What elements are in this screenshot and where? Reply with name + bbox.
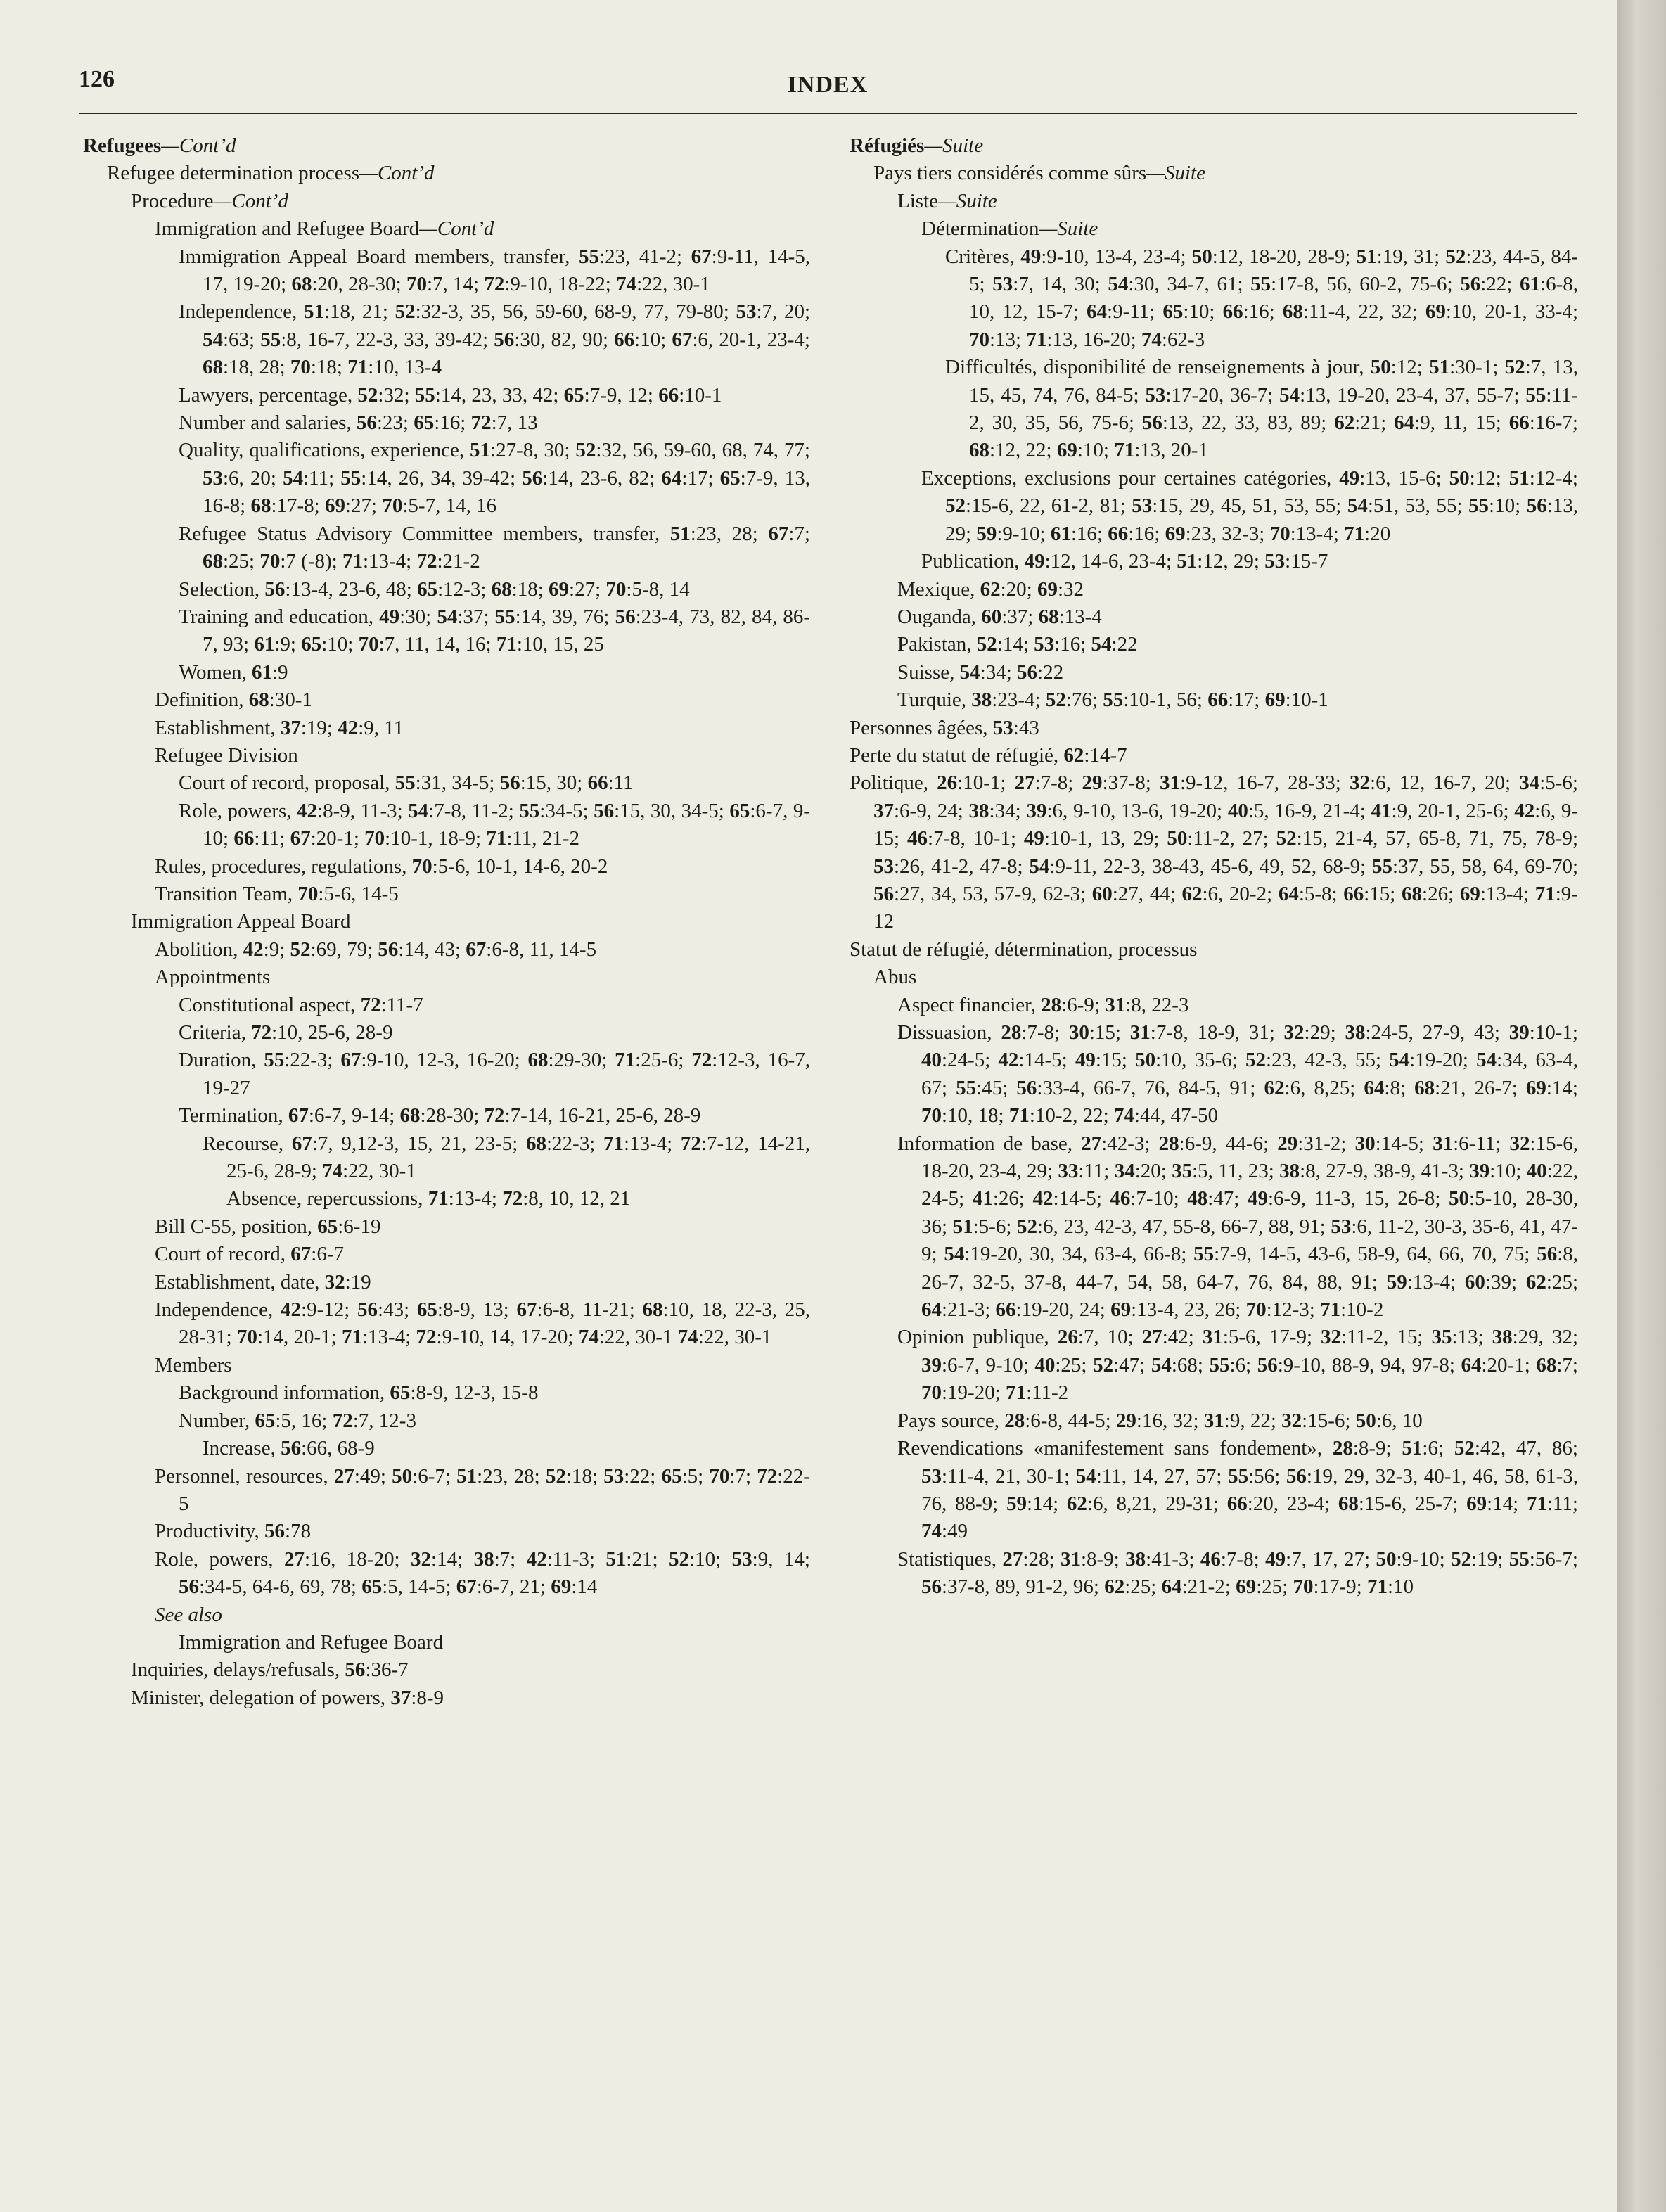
page-references: 27:49; 50:6-7; 51:23, 28; 52:18; 53:22; 65:5; 70:7; 72:22-5 — [179, 1464, 810, 1515]
page-number: 126 — [79, 66, 115, 92]
index-entry — [850, 659, 1578, 686]
index-entry — [83, 1379, 810, 1407]
index-column-right — [850, 132, 1578, 1602]
entry-heading: Mexique, — [897, 577, 980, 601]
index-entry — [83, 188, 810, 215]
index-entry — [83, 1269, 810, 1296]
entry-heading: Exceptions, exclusions pour certaines catégories, — [921, 466, 1340, 490]
page-references: 71:13-4; 72:8, 10, 12, 21 — [428, 1187, 631, 1210]
page-references: 56:36-7 — [345, 1658, 409, 1682]
page-references: 68:30-1 — [248, 689, 312, 712]
continued-marker: —Suite — [1146, 162, 1205, 185]
entry-heading: Immigration and Refugee Board — [155, 217, 420, 241]
index-entry — [83, 908, 810, 935]
page-references: 65:6-19 — [317, 1215, 381, 1238]
entry-heading: Court of record, proposal, — [179, 772, 395, 795]
index-entry — [850, 132, 1578, 160]
index-entry — [850, 686, 1578, 714]
index-entry — [83, 1629, 810, 1656]
index-entry — [83, 1463, 810, 1519]
continued-marker: —Cont’d — [359, 162, 435, 185]
index-entry — [850, 160, 1578, 187]
index-entry — [83, 936, 810, 964]
page-references: 26:7, 10; 27:42; 31:5-6, 17-9; 32:11-2, 15; 35:13; 38:29, 32; 39:6-7, 9-10; 40:25; 52:47; 54:68; 55:6; 56:9-10, 88-9, 94, 97-8; 64:20-1; 68:7; 70:19-20; 71:11-2 — [921, 1326, 1578, 1405]
entry-heading: Abolition, — [155, 938, 243, 961]
entry-heading: Aspect financier, — [897, 993, 1042, 1016]
entry-heading: Statut de réfugié, détermination, processus — [850, 938, 1198, 961]
page-references: 60:37; 68:13-4 — [981, 605, 1102, 628]
entry-heading: Critères, — [945, 245, 1021, 268]
entry-heading: Immigration Appeal Board — [131, 910, 351, 933]
page-references: 55:31, 34-5; 56:15, 30; 66:11 — [395, 772, 634, 795]
entry-heading: Women, — [179, 660, 252, 684]
entry-heading: Productivity, — [155, 1520, 265, 1543]
entry-heading: Personnel, resources, — [155, 1464, 334, 1488]
page-references: 62:20; 69:32 — [980, 577, 1084, 601]
index-entry — [83, 686, 810, 714]
page-references: 54:34; 56:22 — [959, 660, 1064, 684]
page-references: 52:32; 55:14, 23, 33, 42; 65:7-9, 12; 66:10-1 — [357, 383, 722, 407]
index-entry — [850, 354, 1578, 465]
page-references: 70:5-6, 10-1, 14-6, 20-2 — [411, 855, 608, 878]
entry-heading: Immigration and Refugee Board — [179, 1630, 444, 1654]
entry-heading: Refugee Status Advisory Committee members, transfer, — [179, 522, 670, 545]
index-entry — [850, 548, 1578, 575]
page-references: 42:9; 52:69, 79; 56:14, 43; 67:6-8, 11, 14-5 — [243, 938, 597, 961]
continued-marker: —Cont’d — [161, 134, 236, 157]
entry-heading: Quality, qualifications, experience, — [179, 439, 470, 462]
page-references: 56:23; 65:16; 72:7, 13 — [356, 411, 538, 435]
entry-heading: Rules, procedures, regulations, — [155, 855, 412, 878]
entry-heading: Turquie, — [897, 689, 972, 712]
index-entry — [850, 769, 1578, 935]
entry-heading: Opinion publique, — [897, 1326, 1058, 1349]
index-entry — [850, 465, 1578, 548]
page-references: 70:5-6, 14-5 — [297, 882, 399, 905]
page-references: 49:9-10, 13-4, 23-4; 50:12, 18-20, 28-9; 51:19, 31; 52:23, 44-5, 84-5; 53:7, 14, 30; 54:30, 34-7, 61; 55:17-8, 56, 60-2, 75-6; 56:22; 61:6-8, 10, 12, 15-7; 64:9-11; 65:10; 66:16; 68:11-4, 22, 32; 69:10, 20-1, 33-4; 70:13; 71:13, 16-20; 74:62-3 — [969, 245, 1579, 351]
index-entry — [83, 715, 810, 742]
index-entry — [83, 742, 810, 769]
index-entry — [850, 576, 1578, 603]
entry-heading: Increase, — [203, 1437, 281, 1460]
entry-heading: Politique, — [850, 772, 937, 795]
index-entry — [850, 715, 1578, 742]
page-references: 61:9 — [251, 660, 288, 684]
page-references: 28:7-8; 30:15; 31:7-8, 18-9, 31; 32:29; 38:24-5, 27-9, 43; 39:10-1; 40:24-5; 42:14-5; 49:15; 50:10, 35-6; 52:23, 42-3, 55; 54:19-20; 54:34, 63-4, 67; 55:45; 56:33-4, 66-7, 76, 84-5, 91; 62:6, 8,25; 64:8; 68:21, 26-7; 69:14; 70:10, 18; 71:10-2, 22; 74:44, 47-50 — [921, 1021, 1578, 1127]
page-references: 49:12, 14-6, 23-4; 51:12, 29; 53:15-7 — [1024, 550, 1328, 573]
entry-heading: Information de base, — [897, 1132, 1082, 1155]
entry-heading: Refugee Division — [155, 743, 298, 767]
index-entry — [83, 798, 810, 853]
entry-heading: Absence, repercussions, — [226, 1187, 428, 1210]
entry-heading: Lawyers, percentage, — [179, 383, 358, 407]
index-entry — [83, 1684, 810, 1712]
continued-marker: —Suite — [938, 189, 997, 212]
entry-heading: Recourse, — [203, 1132, 292, 1155]
index-entry — [83, 437, 810, 520]
page-references: 67:6-7 — [290, 1243, 344, 1266]
index-entry — [83, 1602, 810, 1629]
index-entry — [83, 409, 810, 437]
index-entry — [850, 742, 1578, 769]
running-title: INDEX — [787, 72, 869, 98]
page-references: 67:6-7, 9-14; 68:28-30; 72:7-14, 16-21, 25-6, 28-9 — [288, 1104, 701, 1127]
entry-heading: Refugees — [83, 134, 162, 157]
page-references: 55:23, 41-2; 67:9-11, 14-5, 17, 19-20; 68:20, 28-30; 70:7, 14; 72:9-10, 18-22; 74:22, 30-1 — [203, 245, 811, 296]
index-entry — [850, 603, 1578, 631]
entry-heading: Publication, — [921, 550, 1025, 573]
index-entry — [83, 1019, 810, 1047]
entry-heading: Constitutional aspect, — [179, 993, 361, 1016]
continued-marker: —Cont’d — [419, 217, 494, 241]
index-entry — [83, 1185, 810, 1213]
page-references: 38:23-4; 52:76; 55:10-1, 56; 66:17; 69:10-1 — [971, 689, 1328, 712]
entry-heading: Duration, — [179, 1049, 264, 1072]
page-references: 51:27-8, 30; 52:32, 56, 59-60, 68, 74, 77; 53:6, 20; 54:11; 55:14, 26, 34, 39-42; 56:14, 23-6, 82; 64:17; 65:7-9, 13, 16-8; 68:17-8; 69:27; 70:5-7, 14, 16 — [203, 439, 810, 518]
page-references: 28:6-8, 44-5; 29:16, 32; 31:9, 22; 32:15-6; 50:6, 10 — [1004, 1409, 1423, 1432]
index-entry — [83, 769, 810, 797]
entry-heading: Revendications «manifestement sans fondement», — [897, 1437, 1333, 1460]
index-entry — [83, 853, 810, 881]
index-entry — [83, 603, 810, 659]
entry-heading: Number, — [179, 1409, 255, 1432]
entry-heading: Pakistan, — [897, 633, 977, 656]
page-references: 50:12; 51:30-1; 52:7, 13, 15, 45, 74, 76, 84-5; 53:17-20, 36-7; 54:13, 19-20, 23-4, 37, 55-7; 55:11-2, 30, 35, 56, 75-6; 56:13, 22, 33, 83, 89; 62:21; 64:9, 11, 15; 66:16-7; 68:12, 22; 69:10; 71:13, 20-1 — [969, 356, 1578, 462]
page-references: 42:9-12; 56:43; 65:8-9, 13; 67:6-8, 11-21; 68:10, 18, 22-3, 25, 28-31; 70:14, 20-1; 71:13-4; 72:9-10, 14, 17-20; 74:22, 30-1 74:22, 30-1 — [179, 1298, 811, 1349]
page-references: 42:8-9, 11-3; 54:7-8, 11-2; 55:34-5; 56:15, 30, 34-5; 65:6-7, 9-10; 66:11; 67:20-1; 70:10-1, 18-9; 71:11, 21-2 — [203, 799, 811, 850]
page-references: 28:6-9; 31:8, 22-3 — [1041, 993, 1189, 1016]
index-entry — [83, 1435, 810, 1462]
index-entry — [850, 1407, 1578, 1435]
entry-heading: Inquiries, delays/refusals, — [131, 1658, 345, 1682]
entry-heading: Termination, — [179, 1104, 288, 1127]
index-entry — [850, 1435, 1578, 1546]
entry-heading: Suisse, — [897, 660, 960, 684]
entry-heading: Perte du statut de réfugié, — [850, 743, 1064, 767]
header-rule — [79, 113, 1577, 114]
entry-heading: Personnes âgées, — [850, 716, 993, 739]
page-references: 56:66, 68-9 — [281, 1437, 375, 1460]
index-entry — [850, 964, 1578, 991]
index-entry — [83, 243, 810, 299]
entry-heading: Background information, — [179, 1381, 390, 1405]
index-entry — [850, 1324, 1578, 1407]
page-references: 62:14-7 — [1063, 743, 1127, 767]
continued-marker: —Suite — [924, 134, 984, 157]
entry-heading: Members — [155, 1353, 232, 1376]
index-column-left — [83, 132, 810, 1712]
entry-heading: Pays tiers considérés comme sûrs — [873, 162, 1147, 185]
index-entry — [83, 1656, 810, 1684]
page-edge — [1617, 0, 1666, 2212]
index-entry — [83, 160, 810, 187]
page-references: 53:43 — [992, 716, 1039, 739]
entry-heading: Establishment, — [155, 716, 281, 739]
entry-heading: Criteria, — [179, 1021, 252, 1044]
page-references: 51:18, 21; 52:32-3, 35, 56, 59-60, 68-9, 77, 79-80; 53:7, 20; 54:63; 55:8, 16-7, 22-3, 33, 39-42; 56:30, 82, 90; 66:10; 67:6, 20-1, 23-4; 68:18, 28; 70:18; 71:10, 13-4 — [203, 300, 811, 379]
entry-heading: Dissuasion, — [897, 1021, 1001, 1044]
index-entry — [83, 382, 810, 409]
entry-heading: Pays source, — [897, 1409, 1005, 1432]
page-references: 28:8-9; 51:6; 52:42, 47, 86; 53:11-4, 21, 30-1; 54:11, 14, 27, 57; 55:56; 56:19, 29, 32-3, 40-1, 46, 58, 61-3, 76, 88-9; 59:14; 62:6, 8,21, 29-31; 66:20, 23-4; 68:15-6, 25-7; 69:14; 71:11; 74:49 — [921, 1437, 1578, 1543]
page-references: 67:7, 9,12-3, 15, 21, 23-5; 68:22-3; 71:13-4; 72:7-12, 14-21, 25-6, 28-9; 74:22, 30-1 — [226, 1132, 810, 1183]
entry-heading: Selection, — [179, 577, 265, 601]
entry-heading: Role, powers, — [179, 799, 297, 822]
index-entry — [850, 631, 1578, 658]
index-entry — [850, 992, 1578, 1019]
entry-heading: Court of record, — [155, 1243, 291, 1266]
entry-heading: Appointments — [155, 966, 271, 989]
index-entry — [850, 936, 1578, 964]
entry-heading: Establishment, date, — [155, 1270, 325, 1293]
page-references: 27:28; 31:8-9; 38:41-3; 46:7-8; 49:7, 17, 27; 50:9-10; 52:19; 55:56-7; 56:37-8, 89, 91-2, 96; 62:25; 64:21-2; 69:25; 70:17-9; 71:10 — [921, 1547, 1578, 1599]
index-entry — [850, 1546, 1578, 1602]
entry-heading: Role, powers, — [155, 1547, 285, 1571]
page-references: 65:8-9, 12-3, 15-8 — [390, 1381, 539, 1405]
index-entry — [850, 188, 1578, 215]
entry-heading: Number and salaries, — [179, 411, 357, 435]
index-entry — [83, 1047, 810, 1102]
index-entry — [83, 1407, 810, 1435]
continued-marker: —Suite — [1039, 217, 1098, 241]
entry-heading: Transition Team, — [155, 882, 298, 905]
page-references: 49:13, 15-6; 50:12; 51:12-4; 52:15-6, 22, 61-2, 81; 53:15, 29, 45, 51, 53, 55; 54:51, 53, 55; 55:10; 56:13, 29; 59:9-10; 61:16; 66:16; 69:23, 32-3; 70:13-4; 71:20 — [945, 466, 1578, 545]
entry-heading: Statistiques, — [897, 1547, 1003, 1571]
page-references: 27:16, 18-20; 32:14; 38:7; 42:11-3; 51:21; 52:10; 53:9, 14; 56:34-5, 64-6, 69, 78; 65:5, 14-5; 67:6-7, 21; 69:14 — [179, 1547, 810, 1599]
entry-heading: Minister, delegation of powers, — [131, 1686, 391, 1709]
page-references: 72:10, 25-6, 28-9 — [251, 1021, 393, 1044]
entry-heading: See also — [155, 1603, 222, 1626]
page-references: 49:30; 54:37; 55:14, 39, 76; 56:23-4, 73, 82, 84, 86-7, 93; 61:9; 65:10; 70:7, 11, 14, 16; 71:10, 15, 25 — [203, 605, 810, 656]
index-entry — [83, 1296, 810, 1352]
entry-heading: Refugee determination process — [107, 162, 360, 185]
continued-marker: —Cont’d — [213, 189, 288, 212]
index-entry — [83, 520, 810, 576]
page-references: 32:19 — [324, 1270, 371, 1293]
index-entry — [83, 1241, 810, 1268]
index-entry — [850, 1019, 1578, 1130]
page-references: 37:8-9 — [390, 1686, 444, 1709]
index-entry — [83, 576, 810, 603]
entry-heading: Ouganda, — [897, 605, 982, 628]
entry-heading: Procedure — [131, 189, 214, 212]
entry-heading: Independence, — [179, 300, 304, 324]
page-references: 52:14; 53:16; 54:22 — [976, 633, 1138, 656]
page-references: 37:19; 42:9, 11 — [280, 716, 404, 739]
page-references: 51:23, 28; 67:7; 68:25; 70:7 (-8); 71:13-4; 72:21-2 — [203, 522, 810, 573]
index-entry — [850, 215, 1578, 243]
index-entry — [83, 132, 810, 160]
index-entry — [83, 1130, 810, 1186]
index-entry — [83, 881, 810, 908]
page-references: 55:22-3; 67:9-10, 12-3, 16-20; 68:29-30; 71:25-6; 72:12-3, 16-7, 19-27 — [203, 1049, 811, 1099]
page-references: 26:10-1; 27:7-8; 29:37-8; 31:9-12, 16-7, 28-33; 32:6, 12, 16-7, 20; 34:5-6; 37:6-9, 24; 38:34; 39:6, 9-10, 13-6, 19-20; 40:5, 16-9, 21-4; 41:9, 20-1, 25-6; 42:6, 9-15; 46:7-8, 10-1; 49:10-1, 13, 29; 50:11-2, 27; 52:15, 21-4, 57, 65-8, 71, 75, 78-9; 53:26, 41-2, 47-8; 54:9-11, 22-3, 38-43, 45-6, 49, 52, 68-9; 55:37, 55, 58, 64, 69-70; 56:27, 34, 53, 57-9, 62-3; 60:27, 44; 62:6, 20-2; 64:5-8; 66:15; 68:26; 69:13-4; 71:9-12 — [873, 772, 1579, 933]
index-entry — [83, 1352, 810, 1379]
page-references: 56:78 — [264, 1520, 312, 1543]
index-entry — [850, 1130, 1578, 1324]
index-entry — [850, 243, 1578, 354]
entry-heading: Training and education, — [179, 605, 380, 628]
index-entry — [83, 1213, 810, 1241]
entry-heading: Liste — [897, 189, 938, 212]
entry-heading: Réfugiés — [850, 134, 925, 157]
page-references: 72:11-7 — [360, 993, 423, 1016]
entry-heading: Détermination — [921, 217, 1039, 241]
index-entry — [83, 1518, 810, 1545]
entry-heading: Independence, — [155, 1298, 281, 1322]
entry-heading: Definition, — [155, 689, 249, 712]
index-entry — [83, 298, 810, 381]
index-entry — [83, 1546, 810, 1602]
page-references: 56:13-4, 23-6, 48; 65:12-3; 68:18; 69:27; 70:5-8, 14 — [264, 577, 690, 601]
index-entry — [83, 215, 810, 243]
page-header — [79, 62, 1577, 111]
index-entry — [83, 992, 810, 1019]
index-entry — [83, 659, 810, 686]
entry-heading: Difficultés, disponibilité de renseignements à jour, — [945, 356, 1371, 379]
entry-heading: Abus — [873, 966, 917, 989]
entry-heading: Immigration Appeal Board members, transfer, — [179, 245, 579, 268]
page-references: 65:5, 16; 72:7, 12-3 — [255, 1409, 416, 1432]
index-entry — [83, 964, 810, 991]
entry-heading: Bill C-55, position, — [155, 1215, 318, 1238]
page-references: 27:42-3; 28:6-9, 44-6; 29:31-2; 30:14-5; 31:6-11; 32:15-6, 18-20, 23-4, 29; 33:11; 34:20; 35:5, 11, 23; 38:8, 27-9, 38-9, 41-3; 39:10; 40:22, 24-5; 41:26; 42:14-5; 46:7-10; 48:47; 49:6-9, 11-3, 15, 26-8; 50:5-10, 28-30, 36; 51:5-6; 52:6, 23, 42-3, 47, 55-8, 66-7, 88, 91; 53:6, 11-2, 30-3, 35-6, 41, 47-9; 54:19-20, 30, 34, 63-4, 66-8; 55:7-9, 14-5, 43-6, 58-9, 64, 66, 70, 75; 56:8, 26-7, 32-5, 37-8, 44-7, 54, 58, 64-7, 76, 84, 88, 91; 59:13-4; 60:39; 62:25; 64:21-3; 66:19-20, 24; 69:13-4, 23, 26; 70:12-3; 71:10-2 — [921, 1132, 1579, 1322]
index-entry — [83, 1102, 810, 1130]
